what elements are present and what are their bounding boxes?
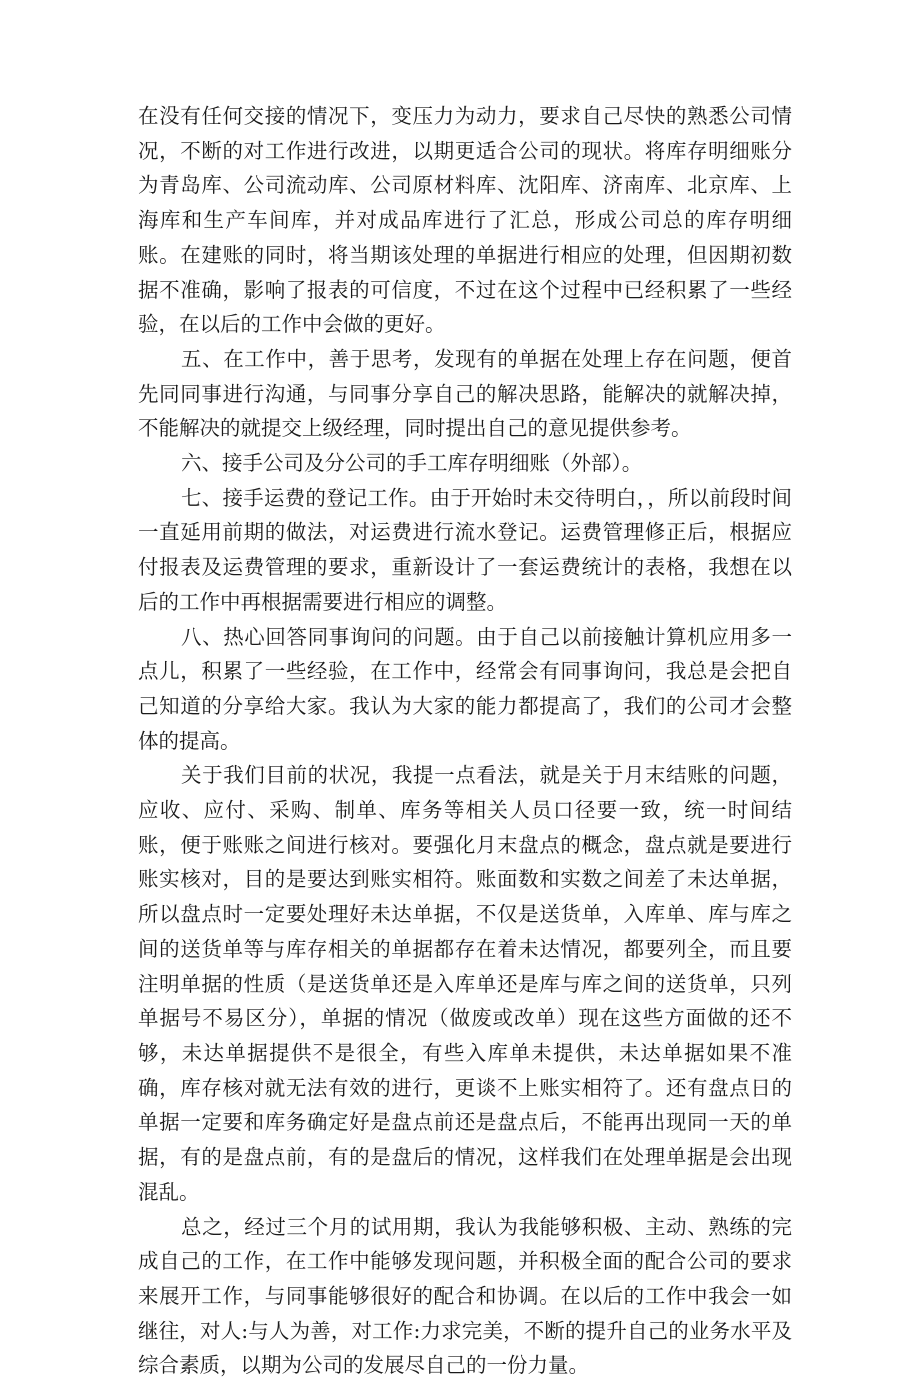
document-body bbox=[138, 99, 792, 1383]
paragraph-continuation: 在没有任何交接的情况下，变压力为动力，要求自己尽快的熟悉公司情况，不断的对工作进行改进，以期更适合公司的现状。将库存明细账分为青岛库、公司流动库、公司原材料库、沈阳库、济南库、北京库、上海库和生产车间库，并对成品库进行了汇总，形成公司总的库存明细账。在建账的同时，将当期该处理的单据进行相应的处理，但因期初数据不准确，影响了报表的可信度，不过在这个过程中已经积累了一些经验，在以后的工作中会做的更好。 bbox=[138, 99, 792, 342]
paragraph-item-eight: 八、热心回答同事询问的问题。由于自己以前接触计算机应用多一点儿，积累了一些经验，在工作中，经常会有同事询问，我总是会把自己知道的分享给大家。我认为大家的能力都提高了，我们的公司才会整体的提高。 bbox=[138, 620, 792, 759]
paragraph-item-five: 五、在工作中，善于思考，发现有的单据在处理上存在问题，便首先同同事进行沟通，与同事分享自己的解决思路，能解决的就解决掉，不能解决的就提交上级经理，同时提出自己的意见提供参考。 bbox=[138, 342, 792, 446]
paragraph-item-six: 六、接手公司及分公司的手工库存明细账（外部）。 bbox=[138, 446, 792, 481]
paragraph-conclusion: 总之，经过三个月的试用期，我认为我能够积极、主动、熟练的完成自己的工作，在工作中能够发现问题，并积极全面的配合公司的要求来展开工作，与同事能够很好的配合和协调。在以后的工作中我会一如继往，对人:与人为善，对工作:力求完美，不断的提升自己的业务水平及综合素质，以期为公司的发展尽自己的一份力量。 bbox=[138, 1210, 792, 1383]
paragraph-item-seven: 七、接手运费的登记工作。由于开始时未交待明白，，所以前段时间一直延用前期的做法，对运费进行流水登记。运费管理修正后，根据应付报表及运费管理的要求，重新设计了一套运费统计的表格，我想在以后的工作中再根据需要进行相应的调整。 bbox=[138, 481, 792, 620]
paragraph-current-status: 关于我们目前的状况，我提一点看法，就是关于月末结账的问题，应收、应付、采购、制单、库务等相关人员口径要一致，统一时间结账，便于账账之间进行核对。要强化月末盘点的概念，盘点就是要进行账实核对，目的是要达到账实相符。账面数和实数之间差了未达单据，所以盘点时一定要处理好未达单据，不仅是送货单，入库单、库与库之间的送货单等与库存相关的单据都存在着未达情况，都要列全，而且要注明单据的性质（是送货单还是入库单还是库与库之间的送货单，只列单据号不易区分），单据的情况（做废或改单）现在这些方面做的还不够，未达单据提供不是很全，有些入库单未提供，未达单据如果不准确，库存核对就无法有效的进行，更谈不上账实相符了。还有盘点日的单据一定要和库务确定好是盘点前还是盘点后，不能再出现同一天的单据，有的是盘点前，有的是盘后的情况，这样我们在处理单据是会出现混乱。 bbox=[138, 758, 792, 1209]
